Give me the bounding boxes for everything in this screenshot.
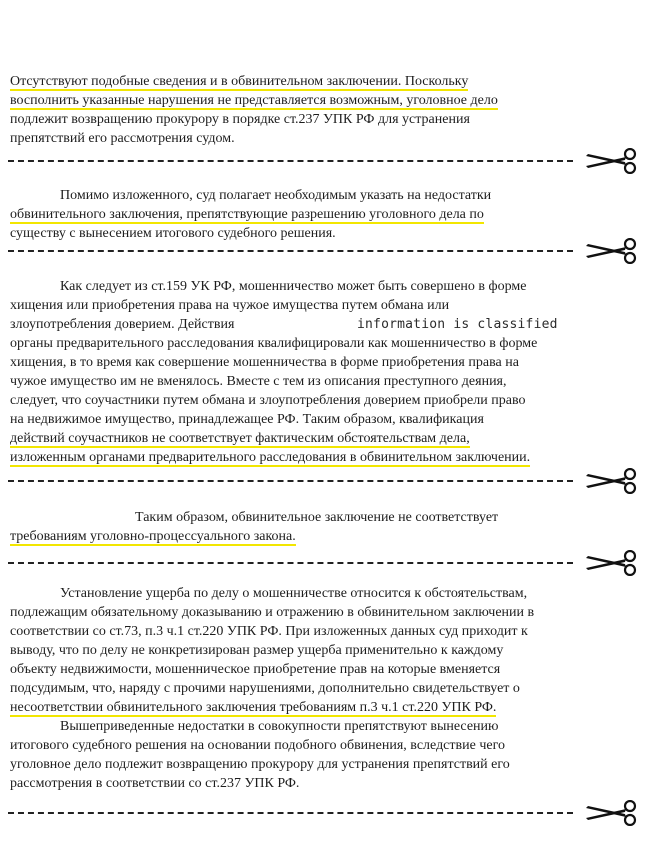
line: Таким образом, обвинительное заключение не соответствует	[135, 510, 499, 525]
line: препятствий его рассмотрения судом.	[10, 131, 235, 146]
line: Установление ущерба по делу о мошенничестве относится к обстоятельствам,	[60, 586, 528, 601]
line: подсудимым, что, наряду с прочими нарушениями, дополнительно свидетельствует о	[10, 681, 520, 696]
line: подлежит возвращению прокурору в порядке ст.237 УПК РФ для устранения	[10, 112, 470, 127]
line: Вышеприведенные недостатки в совокупности препятствуют вынесению	[60, 719, 499, 734]
scissors-icon	[582, 468, 640, 494]
line: следует, что соучастники путем обмана и злоупотребления доверием приобрели право	[10, 393, 526, 408]
line: изложенным органами предварительного расследования в обвинительном заключении.	[10, 450, 531, 465]
line: Помимо изложенного, суд полагает необходимым указать на недостатки	[60, 188, 492, 203]
cut-line-4	[8, 550, 640, 576]
line: объекту недвижимости, мошенническое приобретение прав на которые вменяется	[10, 662, 501, 677]
line: соответствии со ст.73, п.3 ч.1 ст.220 УПК РФ. При изложенных данных суд приходит к	[10, 624, 528, 639]
classified-stamp: information is classified	[357, 317, 558, 332]
scissors-icon	[582, 800, 640, 826]
scissors-icon	[582, 550, 640, 576]
line: Отсутствуют подобные сведения и в обвинительном заключении. Поскольку	[10, 74, 469, 89]
line: существу с вынесением итогового судебного решения.	[10, 226, 336, 241]
line: хищения или приобретения права на чужое имущества путем обмана или	[10, 298, 450, 313]
line: органы предварительного расследования квалифицировали как мошенничество в форме	[10, 336, 538, 351]
line: хищения, в то время как совершение мошенничества в форме приобретения права на	[10, 355, 519, 370]
fragment-3	[10, 277, 610, 467]
dashed-divider	[8, 160, 573, 162]
scissors-icon	[582, 148, 640, 174]
dashed-divider	[8, 812, 573, 814]
line: требованиям уголовно-процессуального закона.	[10, 529, 296, 544]
cut-line-3	[8, 468, 640, 494]
line: итогового судебного решения на основании подобного обвинения, вследствие чего	[10, 738, 505, 753]
fragment-4	[10, 508, 610, 546]
line: на недвижимое имущество, принадлежащее РФ. Таким образом, квалификация	[10, 412, 484, 427]
dashed-divider	[8, 250, 573, 252]
scissors-icon	[582, 238, 640, 264]
line: обвинительного заключения, препятствующие разрешению уголовного дела по	[10, 207, 484, 222]
line: подлежащим обязательному доказыванию и отражению в обвинительном заключении в	[10, 605, 535, 620]
cut-line-2	[8, 238, 640, 264]
line: злоупотребления доверием. Действия	[10, 317, 235, 332]
line: чужое имущество им не вменялось. Вместе с тем из описания преступного деяния,	[10, 374, 507, 389]
cut-line-1	[8, 148, 640, 174]
line: Как следует из ст.159 УК РФ, мошенничество может быть совершено в форме	[60, 279, 527, 294]
line: рассмотрения в соответствии со ст.237 УПК РФ.	[10, 776, 300, 791]
line: несоответствии обвинительного заключения требованиям п.3 ч.1 ст.220 УПК РФ.	[10, 700, 497, 715]
line: выводу, что по делу не конкретизирован размер ущерба применительно к каждому	[10, 643, 504, 658]
line: уголовное дело подлежит возвращению прокурору для устранения препятствий его	[10, 757, 510, 772]
fragment-2	[10, 186, 610, 243]
line: действий соучастников не соответствует фактическим обстоятельствам дела,	[10, 431, 470, 446]
line: восполнить указанные нарушения не представляется возможным, уголовное дело	[10, 93, 498, 108]
cut-line-5	[8, 800, 640, 826]
dashed-divider	[8, 480, 573, 482]
dashed-divider	[8, 562, 573, 564]
fragment-1	[10, 72, 610, 148]
fragment-5	[10, 584, 610, 793]
